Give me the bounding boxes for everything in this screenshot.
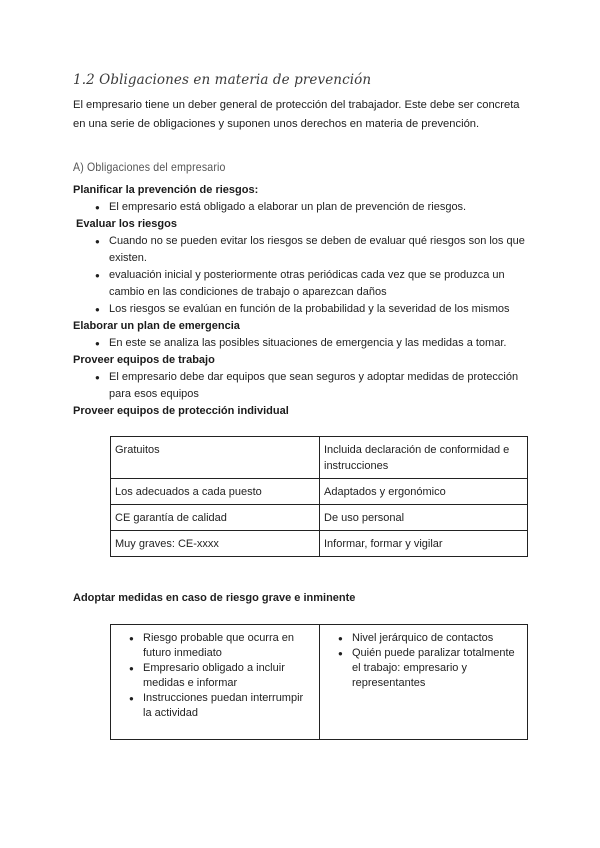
intro-paragraph: El empresario tiene un deber general de protección del trabajador. Este debe ser concreta en una serie de obligaciones y suponen unos derechos en materia de prevención. [73,99,520,130]
block-heading: Proveer equipos de protección individual [73,405,289,417]
section-title: 1.2 Obligaciones en materia de prevención [73,72,372,88]
table-cell: Incluida declaración de conformidad e instrucciones [320,437,528,479]
table-cell: Gratuitos [111,437,320,479]
table-cell [111,625,320,740]
list-item: ● El empresario debe dar equipos que sean seguros y adoptar medidas de protección para esos equipos [95,369,533,403]
epi-table [110,436,528,557]
block-heading: Evaluar los riesgos [73,218,177,230]
list-item: ● Empresario obligado a incluir medidas e informar [129,661,313,691]
table-cell: Los adecuados a cada puesto [111,479,320,505]
table-cell: Informar, formar y vigilar [320,531,528,557]
risk-table [110,624,528,740]
table-cell: De uso personal [320,505,528,531]
table-row [111,505,528,531]
table-row [111,531,528,557]
table-cell: Muy graves: CE-xxxx [111,531,320,557]
list-item: ● Cuando no se pueden evitar los riesgos se deben de evaluar qué riesgos son los que existen. [95,233,533,267]
adopt-heading: Adoptar medidas en caso de riesgo grave e inminente [73,592,356,604]
table-cell: CE garantía de calidad [111,505,320,531]
table-cell: Adaptados y ergonómico [320,479,528,505]
list-item: ● evaluación inicial y posteriormente otras periódicas cada vez que se produzca un cambio en las condiciones de trabajo o aparezcan daños [95,267,533,301]
subheading: A) Obligaciones del empresario [73,160,226,174]
list-item: ● Nivel jerárquico de contactos [338,631,521,646]
list-item: ● El empresario está obligado a elaborar un plan de prevención de riesgos. [95,199,533,216]
table-row [111,437,528,479]
list-item: ● Instrucciones puedan interrumpir la actividad [129,691,313,721]
table-cell [320,625,528,740]
block-heading: Elaborar un plan de emergencia [73,320,240,332]
table-row [111,625,528,740]
list-item: ● Riesgo probable que ocurra en futuro inmediato [129,631,313,661]
list-item: ● Los riesgos se evalúan en función de la probabilidad y la severidad de los mismos [95,301,533,318]
block-heading: Proveer equipos de trabajo [73,354,215,366]
list-item: ● En este se analiza las posibles situaciones de emergencia y las medidas a tomar. [95,335,533,352]
list-item: ● Quién puede paralizar totalmente el trabajo: empresario y representantes [338,646,521,691]
block-heading: Planificar la prevención de riesgos: [73,184,259,196]
obligations-list [73,182,533,420]
table-row [111,479,528,505]
